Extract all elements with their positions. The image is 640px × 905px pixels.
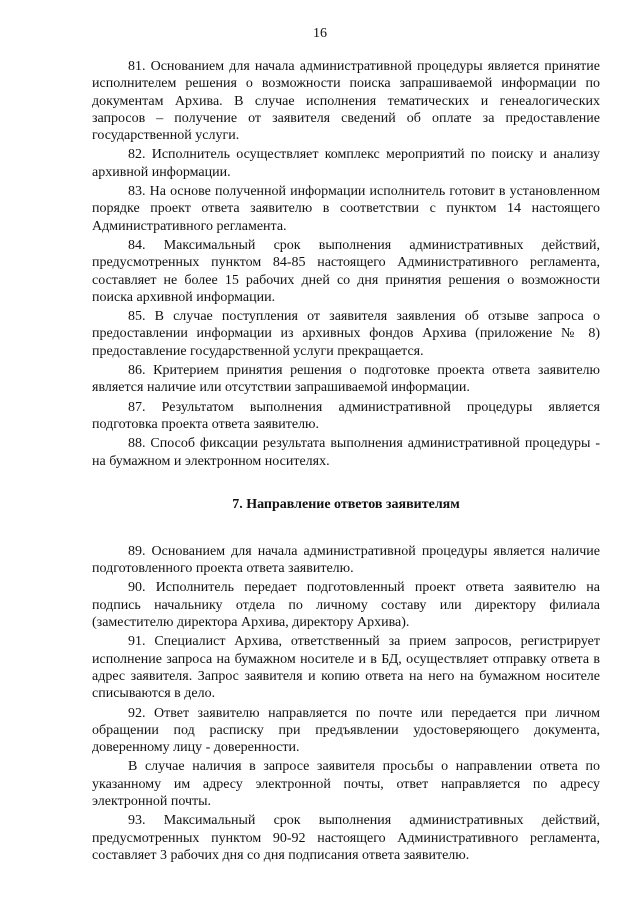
document-body xyxy=(92,58,600,866)
paragraph-90: 90. Исполнитель передает подготовленный проект ответа заявителю на подпись начальнику отдела по личному составу или директору филиала (заместителю директора Архива, директору Архива). xyxy=(92,580,600,631)
paragraph-93: 93. Максимальный срок выполнения административных действий, предусмотренных пунктом 90-92 настоящего Административного регламента, составляет 3 рабочих дня со дня подписания ответа заявителю. xyxy=(92,813,600,863)
page-number: 16 xyxy=(313,26,327,41)
section-heading: 7. Направление ответов заявителям xyxy=(232,496,460,512)
paragraph-84: 84. Максимальный срок выполнения административных действий, предусмотренных пунктом 84-85 настоящего Административного регламента, составляет не более 15 рабочих дней со дня принятия решения о возможности поиска архивной информации. xyxy=(92,237,600,305)
paragraph-85: 85. В случае поступления от заявителя заявления об отзыве запроса о предоставлении информации из архивных фондов Архива (приложение № 8) предоставление государственной услуги прекращается. xyxy=(92,309,600,359)
paragraph-82: 82. Исполнитель осуществляет комплекс мероприятий по поиску и анализу архивной информации. xyxy=(92,147,600,180)
paragraph-email-note: В случае наличия в запросе заявителя просьбы о направлении ответа по указанному им адресу электронной почты, ответ направляется по адресу электронной почты. xyxy=(92,759,600,809)
paragraph-89: 89. Основанием для начала административной процедуры является наличие подготовленного проекта ответа заявителю. xyxy=(92,543,600,577)
paragraph-83: 83. На основе полученной информации исполнитель готовит в установленном порядке проект ответа заявителю в соответствии с пунктом 14 настоящего Административного регламента. xyxy=(92,184,600,234)
paragraph-88: 88. Способ фиксации результата выполнения административной процедуры - на бумажном и электронном носителях. xyxy=(92,436,600,469)
paragraph-81: 81. Основанием для начала административной процедуры является принятие исполнителем решения о возможности поиска запрашиваемой информации по документам Архива. В случае исполнения тематических и генеалогических запросов – получение от заявителя сведений об оплате за предоставление государственной услуги. xyxy=(92,59,600,144)
paragraph-92: 92. Ответ заявителю направляется по почте или передается при личном обращении под расписку при предъявлении удостоверяющего документа, доверенному лицу - доверенности. xyxy=(92,705,600,756)
paragraph-87: 87. Результатом выполнения административной процедуры является подготовка проекта ответа заявителю. xyxy=(92,399,600,432)
paragraph-86: 86. Критерием принятия решения о подготовке проекта ответа заявителю является наличие или отсутствии запрашиваемой информации. xyxy=(92,363,600,396)
paragraph-91: 91. Специалист Архива, ответственный за прием запросов, регистрирует исполнение запроса на бумажном носителе и в БД, осуществляет отправку ответа в адрес заявителя. Запрос заявителя и копию ответа на него на бумажном носителе списываются в дело. xyxy=(92,634,600,702)
